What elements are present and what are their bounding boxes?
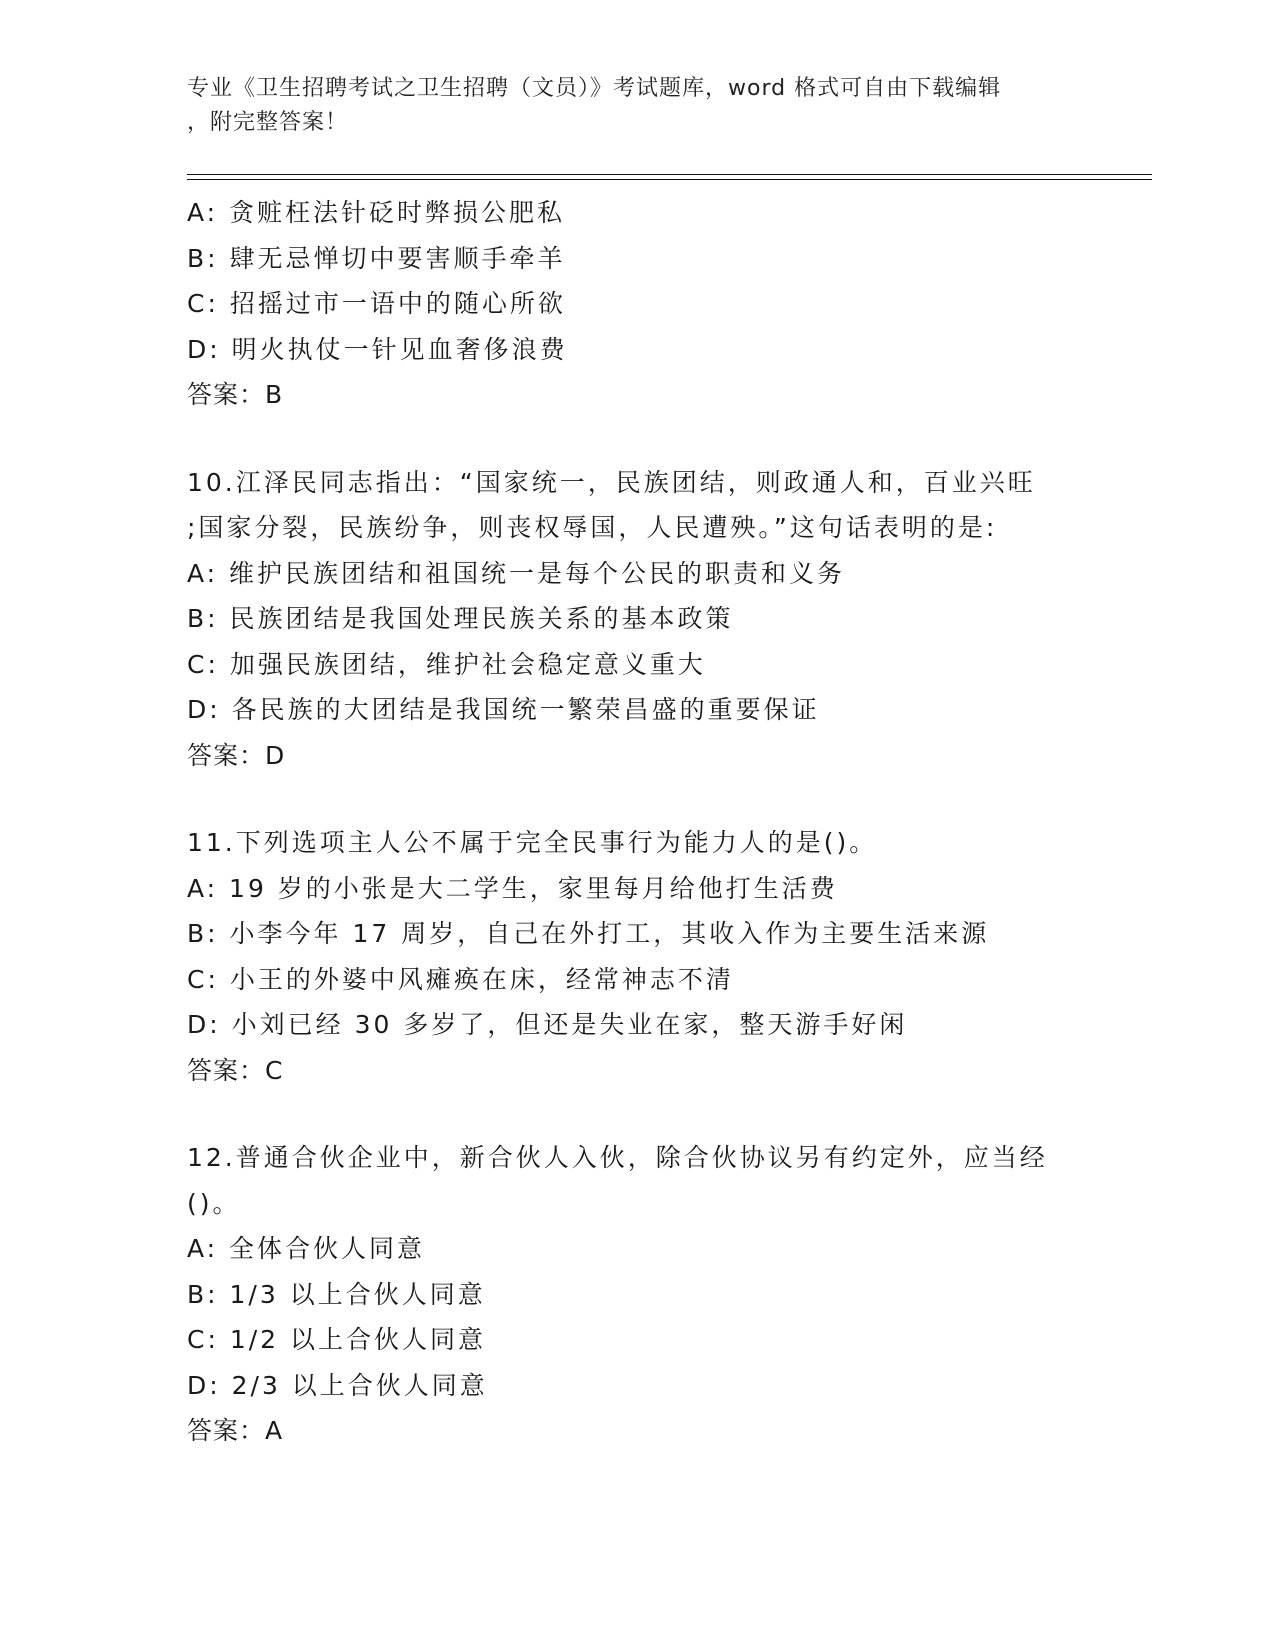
option-d: D: 各民族的大团结是我国统一繁荣昌盛的重要保证 (187, 695, 820, 724)
answer-label: 答案：B (187, 380, 284, 409)
option-a: A: 贪赃枉法针砭时弊损公肥私 (187, 198, 566, 227)
option-c: C: 1/2 以上合伙人同意 (187, 1325, 487, 1354)
option-a: A: 全体合伙人同意 (187, 1234, 426, 1263)
option-a: A: 19 岁的小张是大二学生，家里每月给他打生活费 (187, 873, 838, 903)
question-stem-line-2: ;国家分裂，民族纷争，则丧权辱国，人民遭殃。”这句话表明的是: (187, 513, 998, 542)
option-c: C: 小王的外婆中风瘫痪在床，经常神志不清 (187, 964, 734, 994)
question-stem-line-2: ()。 (187, 1188, 241, 1218)
option-c: C: 招摇过市一语中的随心所欲 (187, 289, 566, 318)
question-stem-line-1: 12.普通合伙企业中，新合伙人入伙，除合伙协议另有约定外，应当经 (187, 1143, 1048, 1172)
option-b: B: 肆无忌惮切中要害顺手牵羊 (187, 243, 566, 273)
question-9 (187, 190, 1087, 418)
option-b: B: 1/3 以上合伙人同意 (187, 1279, 486, 1309)
header-divider-top (187, 174, 1152, 175)
question-stem: 11.下列选项主人公不属于完全民事行为能力人的是()。 (187, 828, 878, 857)
option-c: C: 加强民族团结，维护社会稳定意义重大 (187, 649, 706, 679)
answer-label: 答案：C (187, 1055, 284, 1085)
option-d: D: 小刘已经 30 多岁了，但还是失业在家，整天游手好闲 (187, 1010, 908, 1039)
option-b: B: 民族团结是我国处理民族关系的基本政策 (187, 604, 734, 633)
question-list (187, 190, 1087, 1454)
option-d: D: 2/3 以上合伙人同意 (187, 1370, 488, 1400)
answer-label: 答案：A (187, 1416, 284, 1445)
answer-label: 答案：D (187, 740, 286, 770)
option-d: D: 明火执仗一针见血奢侈浪费 (187, 334, 568, 364)
option-a: A: 维护民族团结和祖国统一是每个公民的职责和义务 (187, 558, 846, 588)
question-10 (187, 460, 1087, 779)
question-stem-line-1: 10.江泽民同志指出：“国家统一，民族团结，则政通人和，百业兴旺 (187, 467, 1036, 497)
header-line-2: ，附完整答案！ (187, 110, 349, 135)
question-12 (187, 1135, 1087, 1454)
document-header (187, 72, 1067, 140)
header-divider-bottom (187, 179, 1152, 180)
header-line-1: 专业《卫生招聘考试之卫生招聘（文员）》考试题库，word 格式可自由下载编辑 (187, 76, 1002, 101)
option-b: B: 小李今年 17 周岁，自己在外打工，其收入作为主要生活来源 (187, 919, 990, 948)
question-11 (187, 820, 1087, 1093)
